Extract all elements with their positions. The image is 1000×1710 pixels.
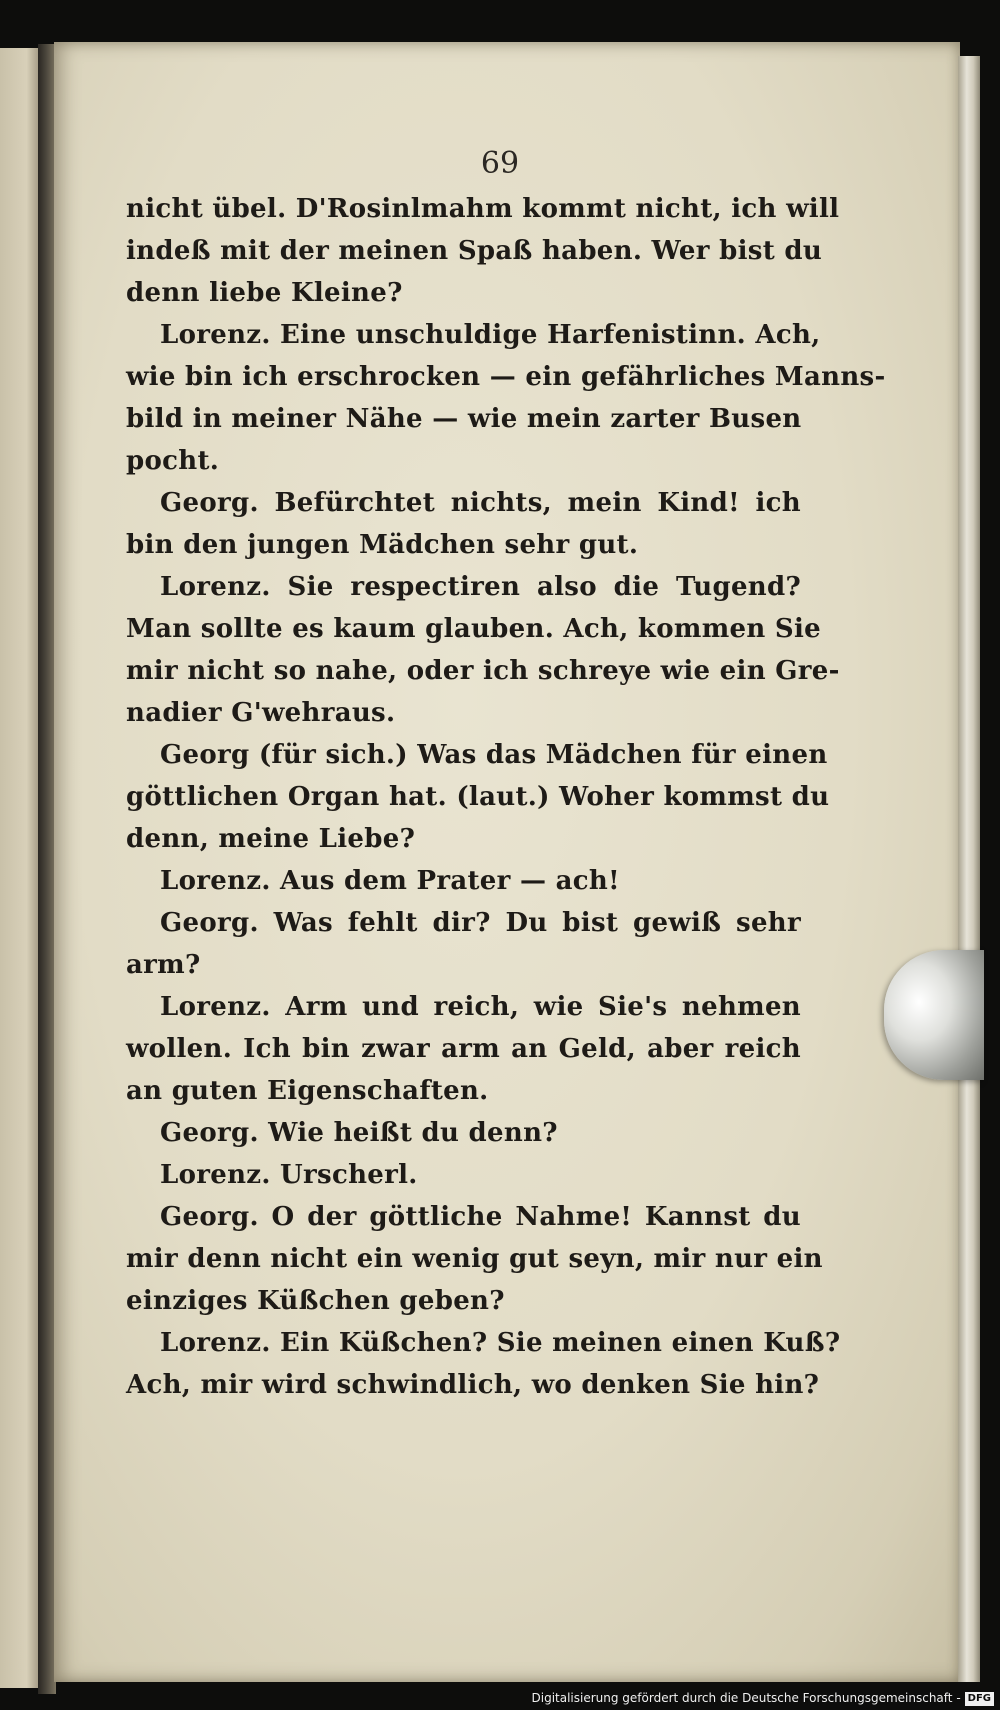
text-line: Georg. Befürchtet nichts, mein Kind! ich	[160, 488, 801, 518]
text-line: Lorenz. Aus dem Prater — ach!	[160, 866, 620, 896]
book-clip-icon	[884, 950, 984, 1080]
text-line: Georg (für sich.) Was das Mädchen für einen	[160, 740, 828, 770]
text-line: wie bin ich erschrocken — ein gefährliches Manns-	[126, 362, 886, 392]
text-line: einziges Küßchen geben?	[126, 1286, 505, 1316]
text-line: denn, meine Liebe?	[126, 824, 416, 854]
text-line: Lorenz. Ein Küßchen? Sie meinen einen Kuß?	[160, 1328, 841, 1358]
text-line: arm?	[126, 950, 201, 980]
text-line: Georg. O der göttliche Nahme! Kannst du	[160, 1202, 801, 1232]
page-stack-edge	[958, 56, 980, 1682]
text-line: Man sollte es kaum glauben. Ach, kommen Sie	[126, 614, 821, 644]
text-line: mir nicht so nahe, oder ich schreye wie ein Gre-	[126, 656, 840, 686]
text-line: Lorenz. Urscherl.	[160, 1160, 418, 1190]
text-line: denn liebe Kleine?	[126, 278, 403, 308]
text-line: göttlichen Organ hat. (laut.) Woher kommst du	[126, 782, 830, 812]
text-line: indeß mit der meinen Spaß haben. Wer bist du	[126, 236, 823, 266]
footer-credit	[532, 1688, 995, 1708]
page-number: 69	[480, 146, 520, 181]
body-text	[126, 188, 886, 1406]
text-line: pocht.	[126, 446, 220, 476]
text-line: mir denn nicht ein wenig gut seyn, mir nur ein	[126, 1244, 823, 1274]
text-line: wollen. Ich bin zwar arm an Geld, aber reich	[126, 1034, 801, 1064]
text-line: bild in meiner Nähe — wie mein zarter Busen	[126, 404, 802, 434]
text-line: bin den jungen Mädchen sehr gut.	[126, 530, 639, 560]
text-line: Lorenz. Sie respectiren also die Tugend?	[160, 572, 801, 602]
text-line: an guten Eigenschaften.	[126, 1076, 489, 1106]
text-line: Lorenz. Eine unschuldige Harfenistinn. Ach,	[160, 320, 821, 350]
text-line: Ach, mir wird schwindlich, wo denken Sie hin?	[126, 1370, 820, 1400]
text-line: Georg. Wie heißt du denn?	[160, 1118, 558, 1148]
text-line: Georg. Was fehlt dir? Du bist gewiß sehr	[160, 908, 801, 938]
left-page-edge	[0, 48, 38, 1688]
text-line: nicht übel. D'Rosinlmahm kommt nicht, ich will	[126, 194, 840, 224]
text-line: nadier G'wehraus.	[126, 698, 396, 728]
dfg-logo: DFG	[965, 1692, 994, 1706]
text-line: Lorenz. Arm und reich, wie Sie's nehmen	[160, 992, 801, 1022]
footer-credit-text: Digitalisierung gefördert durch die Deutsche Forschungsgemeinschaft -	[531, 1691, 961, 1705]
